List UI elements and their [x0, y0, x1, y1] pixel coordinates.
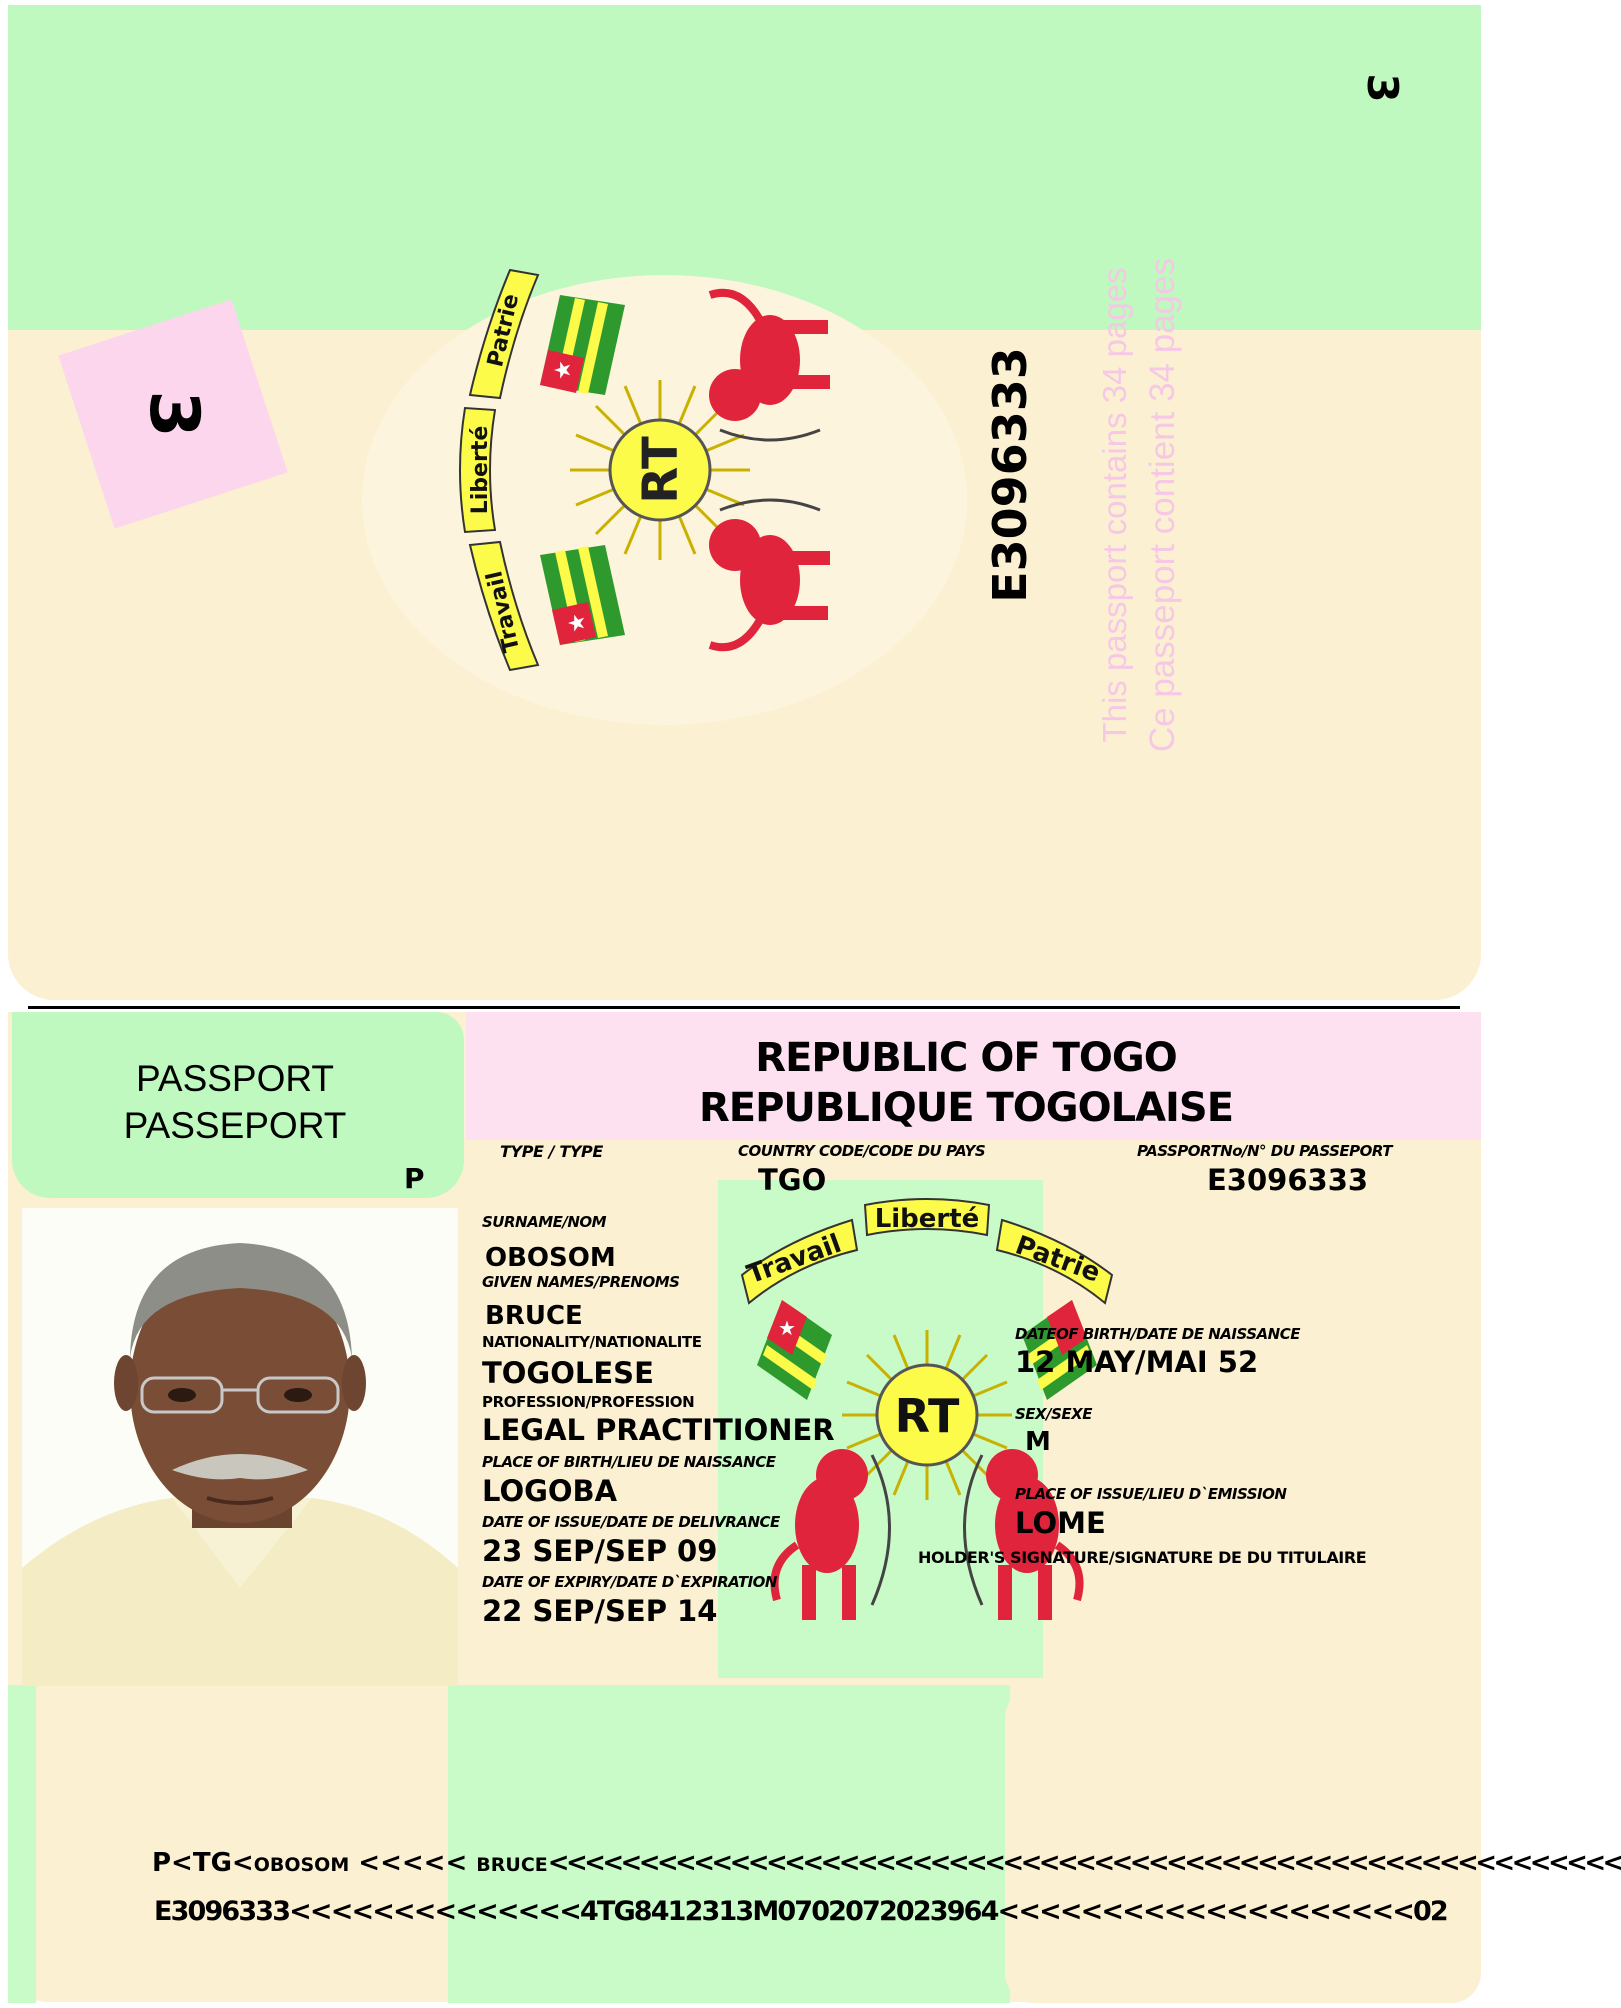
data-emblem-motto-3: Patrie	[1011, 1230, 1105, 1289]
given-names-label: GIVEN NAMES/PRENOMS	[482, 1273, 680, 1291]
passport-no-value: E3096333	[1207, 1163, 1369, 1197]
top-emblem	[440, 280, 880, 660]
mrz-line-1-fill: <<<<<<<<<<<<<<<<<<<<<<<<<<<<<<<<<<<<<<<<<<<<<<<<<<<<<<<<<<<	[547, 1848, 1621, 1878]
top-emblem-motto-1: Travail	[482, 568, 526, 655]
passport-number-vertical: E3096333	[983, 347, 1037, 603]
bottom-left-band	[8, 1685, 36, 2003]
dob-label: DATEOF BIRTH/DATE DE NAISSANCE	[1015, 1325, 1300, 1343]
lion-left-icon	[709, 500, 830, 647]
type-label: TYPE / TYPE	[500, 1142, 603, 1161]
page-count-en: This passport contains 34 pages	[1096, 267, 1133, 743]
doc-type-code: P	[404, 1162, 425, 1195]
mrz-line-2: E3096333<<<<<<<<<<<<<<4TG8412313M0702072023964<<<<<<<<<<<<<<<<<<<<02	[154, 1896, 1447, 1927]
passport-no-label: PASSPORTNo/N° DU PASSEPORT	[1137, 1142, 1393, 1160]
data-emblem-monogram: RT	[894, 1389, 960, 1443]
nationality-label: NATIONALITY/NATIONALITE	[482, 1333, 702, 1351]
mrz-line-1-sep: <<<<<	[358, 1848, 468, 1878]
doc-title-en: PASSPORT	[135, 1058, 335, 1099]
svg-text:★: ★	[564, 613, 589, 633]
mrz-line-1-prefix: P<TG<	[152, 1848, 254, 1878]
country-name-en: REPUBLIC OF TOGO	[755, 1035, 1177, 1081]
top-emblem-motto-2: Liberté	[468, 425, 493, 515]
place-of-birth-label: PLACE OF BIRTH/LIEU DE NAISSANCE	[482, 1453, 776, 1471]
nationality-value: TOGOLESE	[482, 1356, 654, 1390]
portrait-icon	[22, 1208, 458, 1686]
signature-label: HOLDER'S SIGNATURE/SIGNATURE DE DU TITULAIRE	[918, 1548, 1367, 1567]
date-of-issue-label: DATE OF ISSUE/DATE DE DELIVRANCE	[482, 1513, 780, 1531]
dob-value: 12 MAY/MAI 52	[1015, 1345, 1259, 1379]
profession-label: PROFESSION/PROFESSION	[482, 1393, 695, 1411]
bottom-mint-band	[448, 1685, 1010, 2003]
page-count-fr: Ce passeport contient 34 pages	[1143, 257, 1182, 753]
surname-value: OBOSOM	[485, 1243, 616, 1273]
mrz-line-1-surname: OBOSOM	[253, 1854, 350, 1876]
date-of-expiry-label: DATE OF EXPIRY/DATE D`EXPIRATION	[482, 1573, 777, 1591]
data-emblem-motto-1: Travail	[743, 1228, 846, 1291]
page-divider	[28, 1006, 1460, 1009]
country-code-label: COUNTRY CODE/CODE DU PAYS	[738, 1142, 986, 1160]
page-stamp-number: 3	[134, 390, 213, 438]
lion-right-icon	[709, 293, 830, 440]
page-number-top: 3	[1358, 73, 1407, 103]
surname-label: SURNAME/NOM	[482, 1213, 607, 1231]
place-of-issue-label: PLACE OF ISSUE/LIEU D`EMISSION	[1015, 1485, 1287, 1503]
profession-value: LEGAL PRACTITIONER	[482, 1413, 835, 1447]
top-emblem-monogram: RT	[633, 436, 689, 504]
lion-left-icon	[775, 1449, 890, 1620]
country-code-value: TGO	[758, 1163, 827, 1197]
mrz-line-1-given: BRUCE	[476, 1854, 548, 1876]
place-of-issue-value: LOME	[1015, 1506, 1106, 1540]
flag-right-icon	[540, 295, 625, 395]
mrz-line-1	[152, 1848, 1621, 1878]
given-names-value: BRUCE	[485, 1301, 583, 1331]
bottom-right-cream	[1005, 1688, 1481, 2003]
date-of-expiry-value: 22 SEP/SEP 14	[482, 1594, 718, 1628]
data-emblem-motto-2: Liberté	[874, 1204, 980, 1234]
flag-left-icon	[757, 1300, 832, 1400]
svg-text:★: ★	[778, 1318, 796, 1340]
svg-text:★: ★	[550, 360, 575, 380]
top-emblem-motto-3: Patrie	[483, 291, 525, 370]
place-of-birth-value: LOGOBA	[482, 1474, 618, 1508]
flag-left-icon	[540, 545, 625, 645]
sex-value: M	[1025, 1427, 1051, 1457]
doc-title-fr: PASSEPORT	[123, 1105, 347, 1146]
date-of-issue-value: 23 SEP/SEP 09	[482, 1534, 718, 1568]
country-name-fr: REPUBLIQUE TOGOLAISE	[698, 1085, 1234, 1131]
sex-label: SEX/SEXE	[1015, 1405, 1092, 1423]
holder-photo	[22, 1208, 458, 1686]
